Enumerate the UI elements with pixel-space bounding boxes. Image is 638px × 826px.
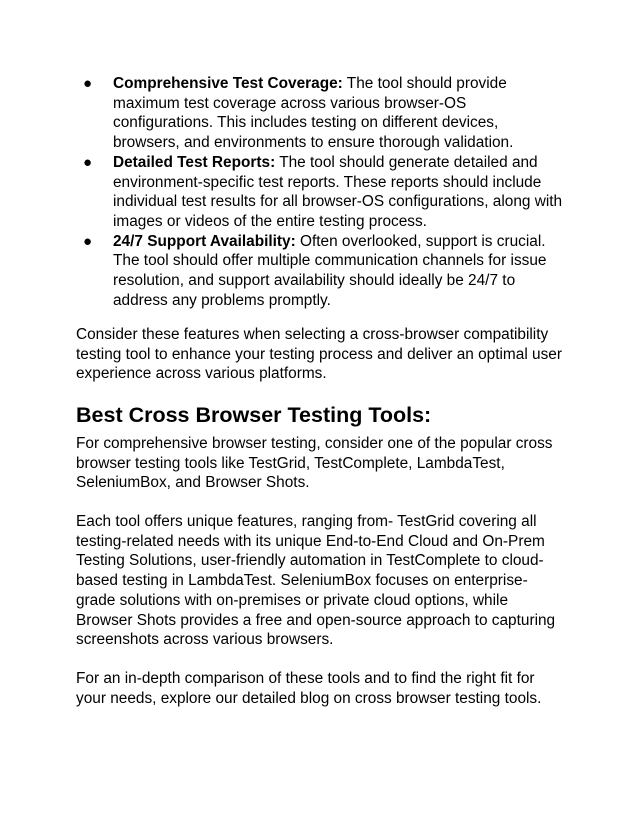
bullet-title: Comprehensive Test Coverage: <box>113 75 343 92</box>
comparison-paragraph: For an in-depth comparison of these tools and to find the right fit for your needs, explore our detailed blog on cross browser testing tools. <box>76 670 542 707</box>
feature-bullet-list <box>83 74 563 310</box>
tools-paragraph: Each tool offers unique features, ranging from- TestGrid covering all testing-related needs with its unique End-to-End Cloud and On-Prem Testing Solutions, user-friendly automation in TestComplete to cloud-based testing in LambdaTest. SeleniumBox focuses on enterprise-grade solutions with on-premises or private cloud options, while Browser Shots provides a free and open-source approach to capturing screenshots across various browsers. <box>76 513 556 649</box>
bullet-item-test-reports <box>83 153 563 232</box>
bullet-item-support <box>83 232 563 311</box>
bullet-dot-icon: ● <box>83 153 93 171</box>
bullet-dot-icon: ● <box>83 75 93 92</box>
bullet-text: The tool should generate detailed and environment-specific test reports. These reports should include individual test results for all browser-OS configurations, along with images or videos of the entire testing process. <box>113 153 563 230</box>
bullet-item-test-coverage <box>83 74 563 153</box>
section-heading: Best Cross Browser Testing Tools: <box>76 403 432 427</box>
intro-paragraph: For comprehensive browser testing, consider one of the popular cross browser testing tools like TestGrid, TestComplete, LambdaTest, SeleniumBox, and Browser Shots. <box>76 435 553 492</box>
consider-paragraph: Consider these features when selecting a cross-browser compatibility testing tool to enhance your testing process and deliver an optimal user experience across various platforms. <box>76 326 562 383</box>
bullet-dot-icon: ● <box>83 232 93 250</box>
bullet-title: 24/7 Support Availability: <box>113 232 296 250</box>
bullet-text: The tool should provide maximum test coverage across various browser-OS configurations. This includes testing on different devices, browsers, and environments to ensure thorough validation. <box>113 75 514 152</box>
bullet-title: Detailed Test Reports: <box>113 153 276 171</box>
bullet-text: Often overlooked, support is crucial. The tool should offer multiple communication channels for issue resolution, and support availability should ideally be 24/7 to address any problems promptly. <box>113 232 547 309</box>
